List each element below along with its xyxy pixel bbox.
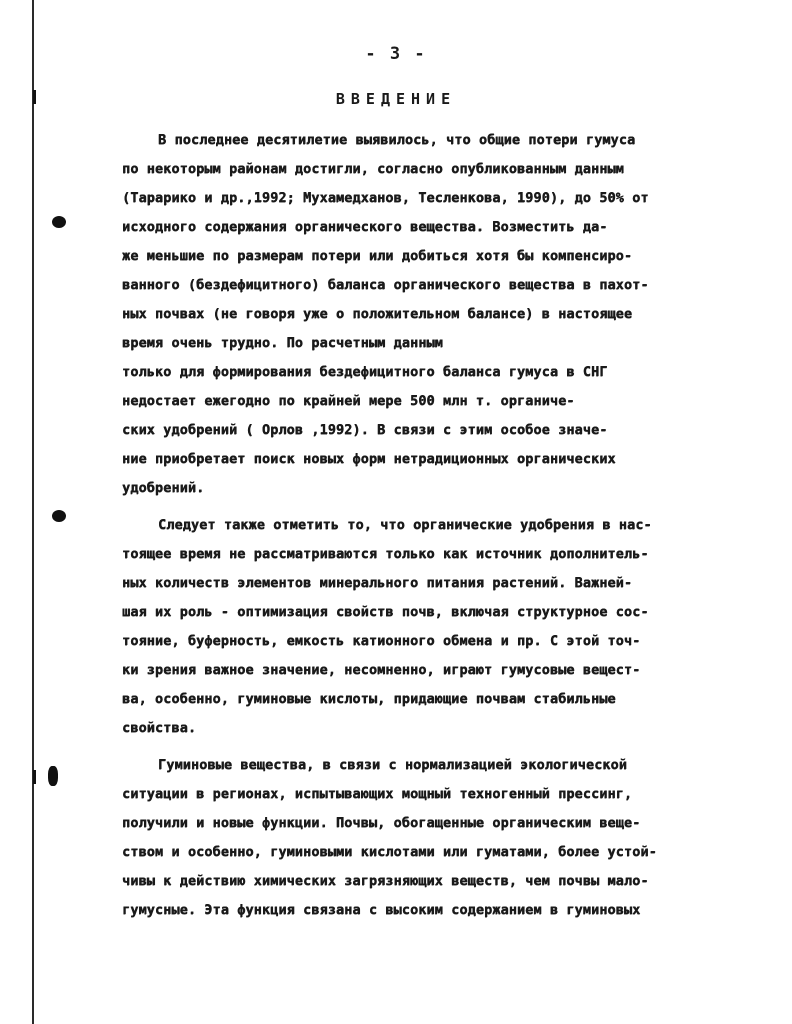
text-line: ки зрения важное значение, несомненно, играют гумусовые вещест- xyxy=(122,662,641,678)
text-line: ситуации в регионах, испытывающих мощный техногенный прессинг, xyxy=(122,786,633,802)
text-line: гумусные. Эта функция связана с высоким содержанием в гуминовых xyxy=(122,902,641,918)
text-line: ных количеств элементов минерального питания растений. Важней- xyxy=(122,575,633,591)
text-line: В последнее десятилетие выявилось, что общие потери гумуса xyxy=(158,132,636,148)
document-body xyxy=(122,126,742,925)
punch-hole-mark xyxy=(48,766,58,786)
text-line: Гуминовые вещества, в связи с нормализацией экологической xyxy=(158,757,627,773)
text-line: тояние, буферность, емкость катионного обмена и пр. С этой точ- xyxy=(122,633,641,649)
text-line: свойства. xyxy=(122,720,197,736)
text-line: удобрений. xyxy=(122,480,205,496)
text-line: время очень трудно. По расчетным данным xyxy=(122,335,443,351)
punch-hole-mark xyxy=(52,216,66,228)
text-line: ва, особенно, гуминовые кислоты, придающие почвам стабильные xyxy=(122,691,616,707)
text-line: чивы к действию химических загрязняющих веществ, чем почвы мало- xyxy=(122,873,649,889)
text-line: (Тарарико и др.,1992; Мухамедханов, Тесленкова, 1990), до 50% от xyxy=(122,190,649,206)
text-line: исходного содержания органического вещества. Возместить да- xyxy=(122,219,608,235)
edge-mark xyxy=(33,770,36,784)
text-line: недостает ежегодно по крайней мере 500 млн т. органиче- xyxy=(122,393,575,409)
page-number: - 3 - xyxy=(365,44,427,64)
text-line: только для формирования бездефицитного баланса гумуса в СНГ xyxy=(122,364,608,380)
text-line: получили и новые функции. Почвы, обогащенные органическим веще- xyxy=(122,815,641,831)
page-edge-line xyxy=(32,0,34,1024)
text-line: же меньшие по размерам потери или добиться хотя бы компенсиро- xyxy=(122,248,633,264)
text-line: ством и особенно, гуминовыми кислотами или гуматами, более устой- xyxy=(122,844,657,860)
text-line: ние приобретает поиск новых форм нетрадиционных органических xyxy=(122,451,616,467)
text-line: шая их роль - оптимизация свойств почв, включая структурное сос- xyxy=(122,604,649,620)
page-heading: ВВЕДЕНИЕ xyxy=(335,90,457,108)
text-line: ванного (бездефицитного) баланса органического вещества в пахот- xyxy=(122,277,649,293)
punch-hole-mark xyxy=(52,510,66,522)
text-line: ских удобрений ( Орлов ,1992). В связи с этим особое значе- xyxy=(122,422,608,438)
text-line: Следует также отметить то, что органические удобрения в нас- xyxy=(158,517,652,533)
text-line: тоящее время не рассматриваются только как источник дополнитель- xyxy=(122,546,649,562)
text-line: ных почвах (не говоря уже о положительном балансе) в настоящее xyxy=(122,306,633,322)
text-line: по некоторым районам достигли, согласно опубликованным данным xyxy=(122,161,624,177)
